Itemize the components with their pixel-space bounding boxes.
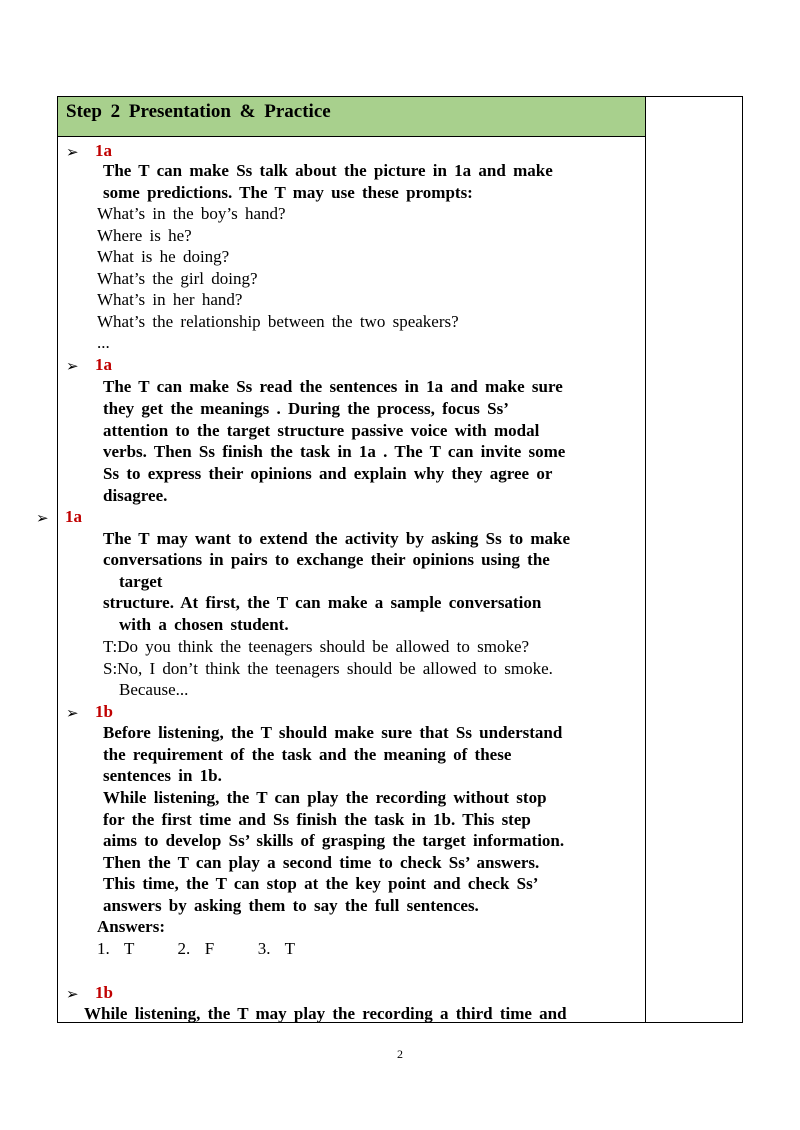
column-divider <box>645 97 646 1022</box>
body-line: the requirement of the task and the meaning of these <box>103 745 512 764</box>
body-line: target <box>119 572 163 591</box>
body-line: The T may want to extend the activity by asking Ss to make <box>103 529 571 548</box>
prompt-line: What’s the girl doing? <box>97 269 258 288</box>
bullet-arrow-icon: ➢ <box>66 357 79 375</box>
body-line: attention to the target structure passive voice with modal <box>103 421 540 440</box>
section-label: 1a <box>65 507 82 526</box>
body-line: with a chosen student. <box>119 615 289 634</box>
page-number: 2 <box>397 1047 403 1061</box>
prompt-line: What’s in her hand? <box>97 290 243 309</box>
section-label: 1b <box>95 702 113 721</box>
body-line: This time, the T can stop at the key point and check Ss’ <box>103 874 539 893</box>
body-line: sentences in 1b. <box>103 766 222 785</box>
body-line: While listening, the T may play the recording a third time and <box>84 1004 567 1023</box>
bullet-arrow-icon: ➢ <box>36 509 49 527</box>
body-line: answers by asking them to say the full sentences. <box>103 896 479 915</box>
body-line: Ss to express their opinions and explain why they agree or <box>103 464 553 483</box>
section-label: 1a <box>95 355 112 374</box>
step-header-title: Step 2 Presentation & Practice <box>66 101 331 122</box>
body-line: some predictions. The T may use these prompts: <box>103 183 473 202</box>
body-line: The T can make Ss read the sentences in 1a and make sure <box>103 377 563 396</box>
prompt-line: ... <box>97 333 110 352</box>
body-line: verbs. Then Ss finish the task in 1a . The T can invite some <box>103 442 566 461</box>
answers-heading: Answers: <box>97 917 165 936</box>
body-line: Then the T can play a second time to check Ss’ answers. <box>103 853 540 872</box>
dialogue-line: Because... <box>119 680 189 699</box>
prompt-line: What is he doing? <box>97 247 230 266</box>
prompt-line: Where is he? <box>97 226 192 245</box>
body-line: structure. At first, the T can make a sample conversation <box>103 593 542 612</box>
answers-line: 1. T 2. F 3. T <box>97 939 296 958</box>
body-line: for the first time and Ss finish the task in 1b. This step <box>103 810 531 829</box>
body-line: they get the meanings . During the process, focus Ss’ <box>103 399 509 418</box>
section-label: 1a <box>95 141 112 160</box>
prompt-line: What’s in the boy’s hand? <box>97 204 286 223</box>
dialogue-line: S:No, I don’t think the teenagers should be allowed to smoke. <box>103 659 553 678</box>
section-label: 1b <box>95 983 113 1002</box>
step-header-cell <box>58 97 645 137</box>
body-line: conversations in pairs to exchange their opinions using the <box>103 550 550 569</box>
body-line: The T can make Ss talk about the picture in 1a and make <box>103 161 553 180</box>
bullet-arrow-icon: ➢ <box>66 143 79 161</box>
body-line: While listening, the T can play the recording without stop <box>103 788 547 807</box>
body-line: Before listening, the T should make sure that Ss understand <box>103 723 563 742</box>
bullet-arrow-icon: ➢ <box>66 985 79 1003</box>
bullet-arrow-icon: ➢ <box>66 704 79 722</box>
body-line: disagree. <box>103 486 168 505</box>
prompt-line: What’s the relationship between the two speakers? <box>97 312 459 331</box>
dialogue-line: T:Do you think the teenagers should be allowed to smoke? <box>103 637 530 656</box>
body-line: aims to develop Ss’ skills of grasping the target information. <box>103 831 565 850</box>
